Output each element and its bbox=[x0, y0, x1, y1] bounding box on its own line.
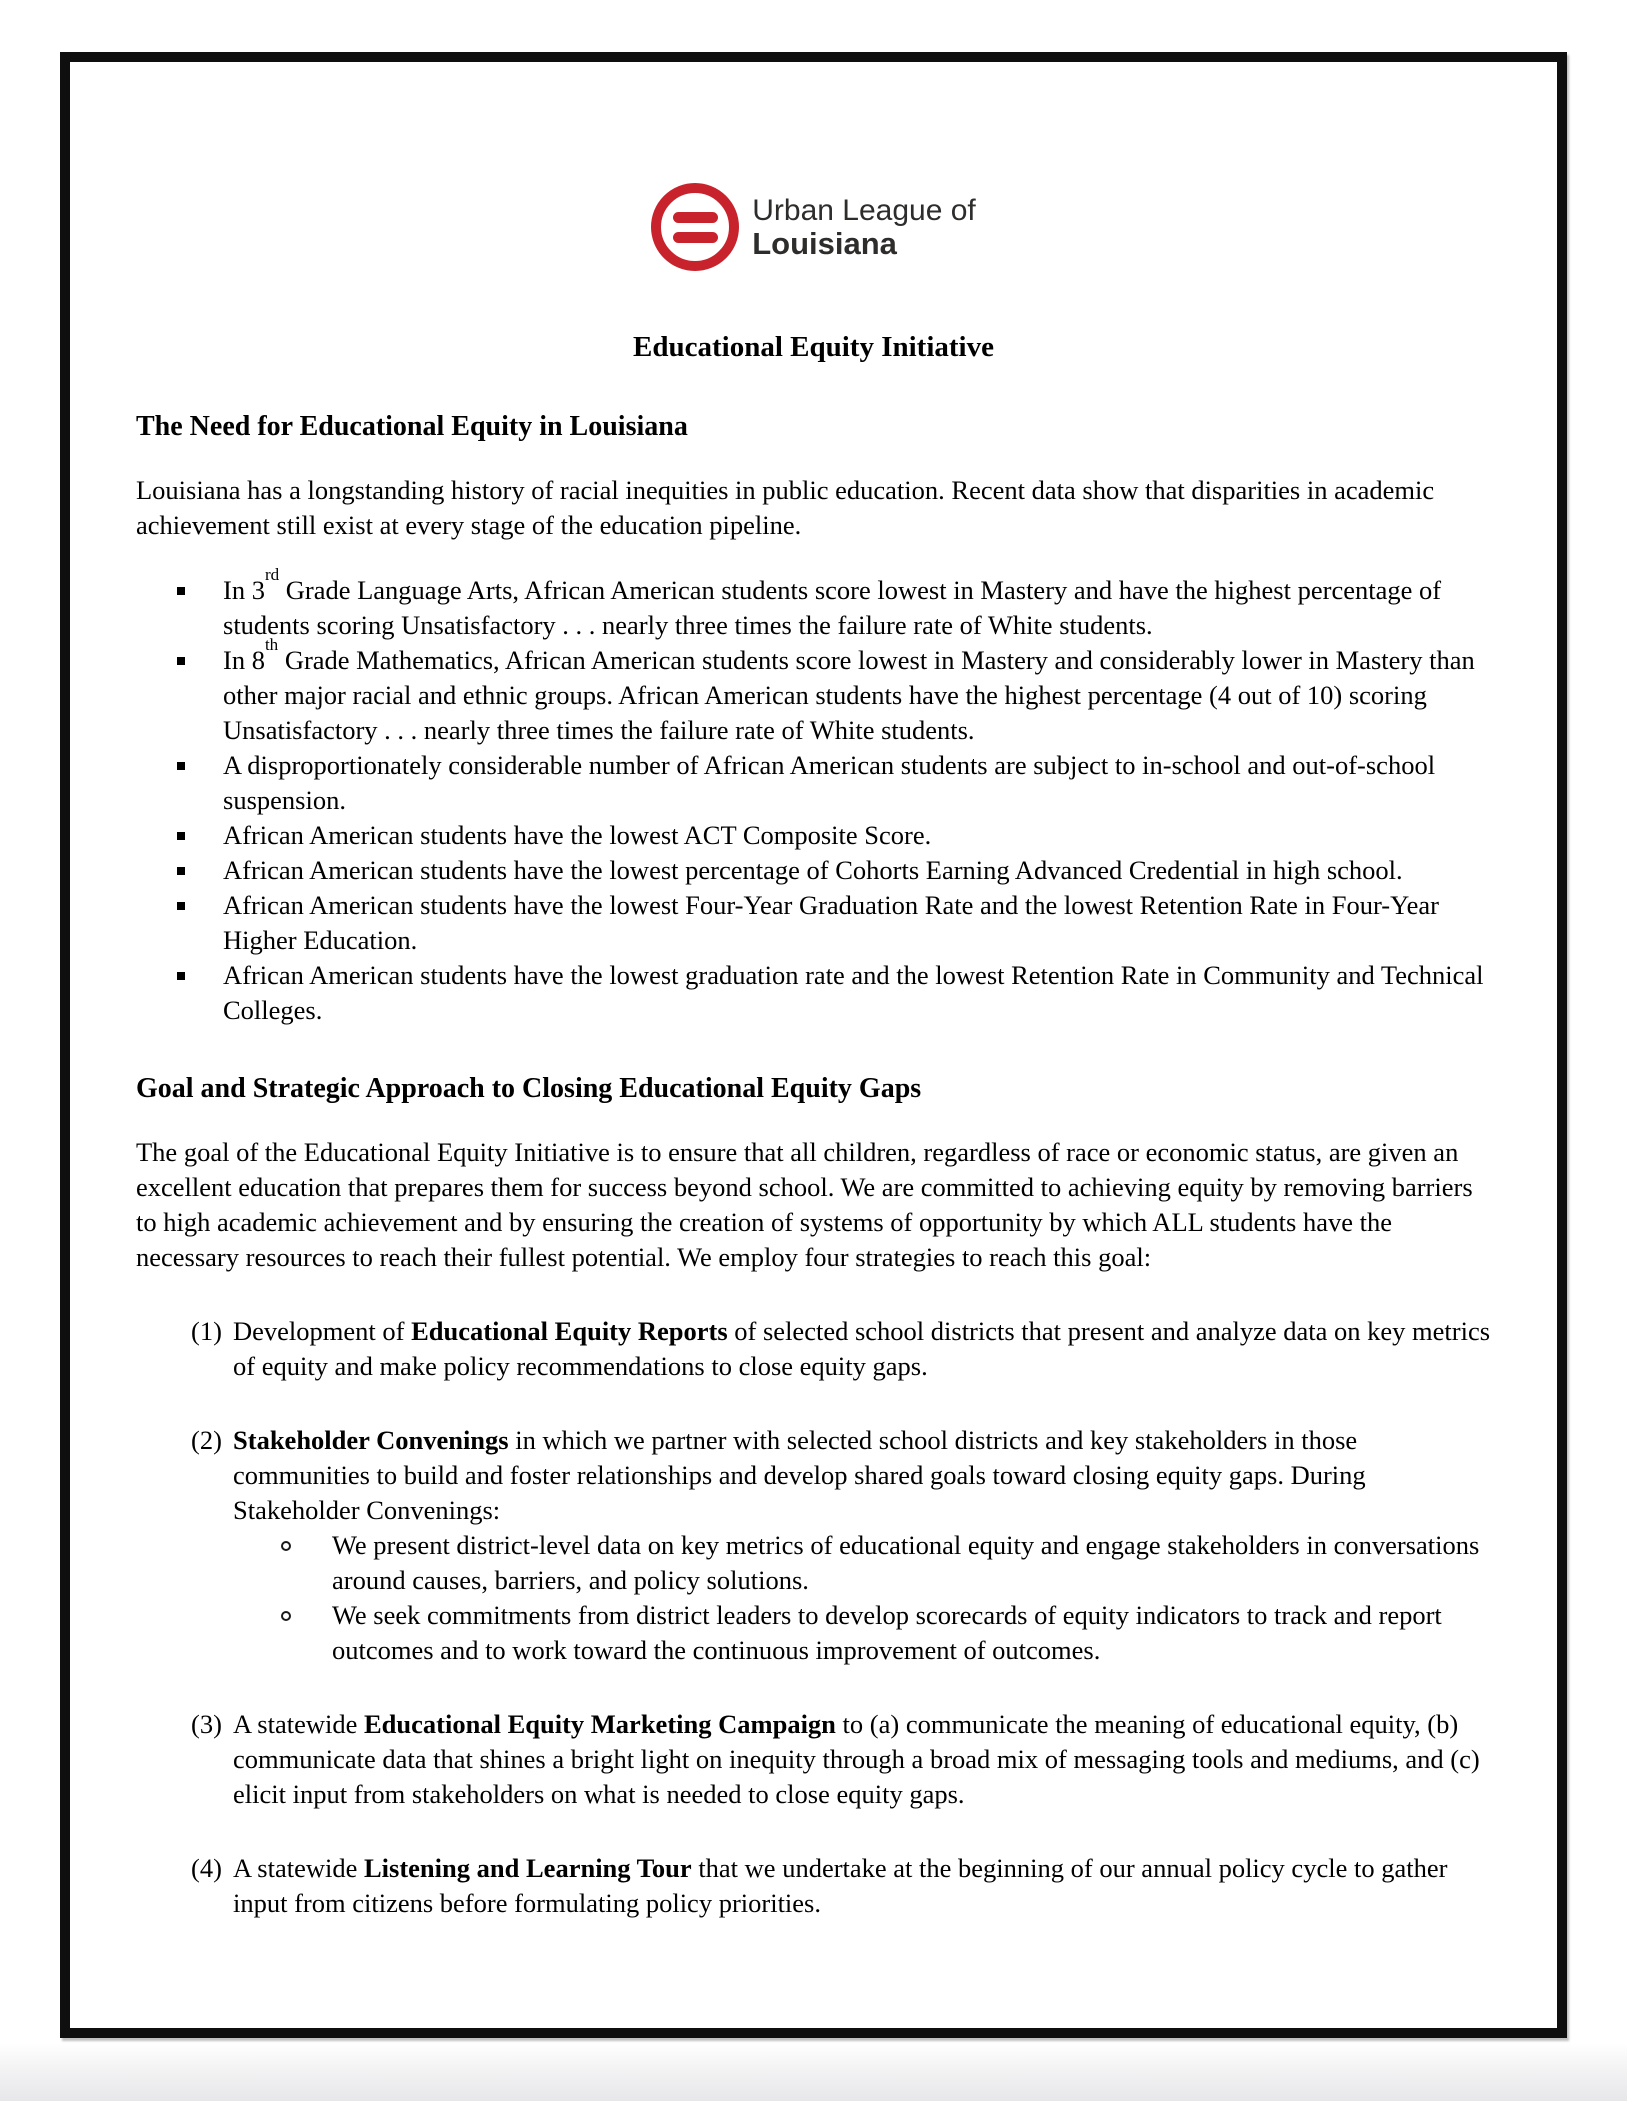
strategy-text: A statewide Listening and Learning Tour that we undertake at the beginning of our annual policy cycle to gather input from citizens before formulating policy priorities. bbox=[233, 1853, 1448, 1918]
goal-intro-paragraph: The goal of the Educational Equity Initiative is to ensure that all children, regardless of race or economic status, are given an excellent education that prepares them for success beyond school. We are committed to achieving equity by removing barriers to high academic achievement and by ensuring the creation of systems of opportunity by which ALL students have the necessary resources to reach their fullest potential. We employ four strategies to reach this goal: bbox=[136, 1137, 1473, 1272]
sub-list-item-text: We present district-level data on key metrics of educational equity and engage stakeholders in conversations around causes, barriers, and policy solutions. bbox=[332, 1530, 1480, 1595]
org-name-line2: Louisiana bbox=[752, 226, 897, 261]
list-item-text: African American students have the lowest graduation rate and the lowest Retention Rate in Community and Technical Colleges. bbox=[223, 960, 1484, 1025]
list-item-text: African American students have the lowest Four-Year Graduation Rate and the lowest Retention Rate in Four-Year Higher Education. bbox=[223, 890, 1439, 955]
equality-bar-bottom bbox=[673, 232, 718, 243]
viewer-background-strip bbox=[0, 2043, 1627, 2101]
list-item bbox=[136, 748, 1491, 818]
circle-bullet-icon bbox=[233, 1598, 332, 1668]
need-intro-paragraph: Louisiana has a longstanding history of racial inequities in public education. Recent data show that disparities in academic achievement still exist at every stage of the education pipeline. bbox=[136, 475, 1435, 540]
equality-circle-icon bbox=[651, 183, 739, 271]
need-bullet-list bbox=[136, 565, 1491, 1028]
section-heading-need: The Need for Educational Equity in Louisiana bbox=[136, 411, 688, 442]
circle-bullet-icon bbox=[233, 1528, 332, 1598]
square-bullet-icon bbox=[136, 748, 223, 818]
strategy-item-1 bbox=[136, 1314, 1491, 1384]
strategy-text: A statewide Educational Equity Marketing Campaign to (a) communicate the meaning of educational equity, (b) communicate data that shines a bright light on inequity through a broad mix of messaging tools and mediums, and (c) elicit input from stakeholders on what is needed to close equity gaps. bbox=[233, 1709, 1480, 1809]
list-item bbox=[136, 888, 1491, 958]
square-bullet-icon bbox=[136, 573, 223, 643]
org-name-line1: Urban League of bbox=[752, 194, 976, 227]
list-item bbox=[136, 958, 1491, 1028]
sub-list-item bbox=[233, 1528, 1491, 1598]
stakeholder-convenings-sublist bbox=[233, 1528, 1491, 1668]
strategy-item-2 bbox=[136, 1423, 1491, 1668]
list-item-text: In 8th Grade Mathematics, African American students score lowest in Mastery and considerably lower in Mastery than other major racial and ethnic groups. African American students have the highest percentage (4 out of 10) scoring Unsatisfactory . . . nearly three times the failure rate of White students. bbox=[223, 635, 1475, 745]
strategy-text: Stakeholder Convenings in which we partner with selected school districts and key stakeholders in those communities to build and foster relationships and develop shared goals toward closing equity gaps. During Stakeholder Convenings: We present district-level data on key metrics of educational equity and engage stakeholders in conversations around causes, barriers, and policy solutions. We seek commitments from district leaders to develop scorecards of equity indicators to track and report outcomes and to work toward the continuous improvement of outcomes. bbox=[233, 1423, 1491, 1668]
org-logo-text bbox=[752, 194, 976, 260]
org-logo bbox=[136, 183, 1491, 271]
document-page bbox=[60, 52, 1567, 2038]
sub-list-item-text: We seek commitments from district leaders to develop scorecards of equity indicators to track and report outcomes and to work toward the continuous improvement of outcomes. bbox=[332, 1600, 1442, 1665]
strategy-text: Development of Educational Equity Reports of selected school districts that present and analyze data on key metrics of equity and make policy recommendations to close equity gaps. bbox=[233, 1316, 1491, 1381]
strategy-item-4 bbox=[136, 1851, 1491, 1921]
list-item-text: A disproportionately considerable number of African American students are subject to in-school and out-of-school suspension. bbox=[223, 750, 1436, 815]
list-item bbox=[136, 565, 1491, 643]
sub-list-item bbox=[233, 1598, 1491, 1668]
strategy-item-3 bbox=[136, 1707, 1491, 1812]
list-item bbox=[136, 635, 1491, 748]
square-bullet-icon bbox=[136, 853, 223, 888]
strategy-number: (2) bbox=[191, 1425, 222, 1455]
list-item bbox=[136, 853, 1491, 888]
section-heading-goal: Goal and Strategic Approach to Closing Educational Equity Gaps bbox=[136, 1073, 922, 1104]
square-bullet-icon bbox=[136, 958, 223, 1028]
square-bullet-icon bbox=[136, 888, 223, 958]
equality-bar-top bbox=[673, 212, 718, 223]
square-bullet-icon bbox=[136, 643, 223, 748]
list-item-text: African American students have the lowest ACT Composite Score. bbox=[223, 820, 932, 850]
list-item-text: In 3rd Grade Language Arts, African American students score lowest in Mastery and have the highest percentage of students scoring Unsatisfactory . . . nearly three times the failure rate of White students. bbox=[223, 565, 1442, 640]
list-item-text: African American students have the lowest percentage of Cohorts Earning Advanced Credential in high school. bbox=[223, 855, 1403, 885]
strategy-number: (1) bbox=[191, 1316, 222, 1346]
strategy-number: (3) bbox=[191, 1709, 222, 1739]
document-title: Educational Equity Initiative bbox=[633, 331, 994, 363]
list-item bbox=[136, 818, 1491, 853]
strategy-number: (4) bbox=[191, 1853, 222, 1883]
square-bullet-icon bbox=[136, 818, 223, 853]
